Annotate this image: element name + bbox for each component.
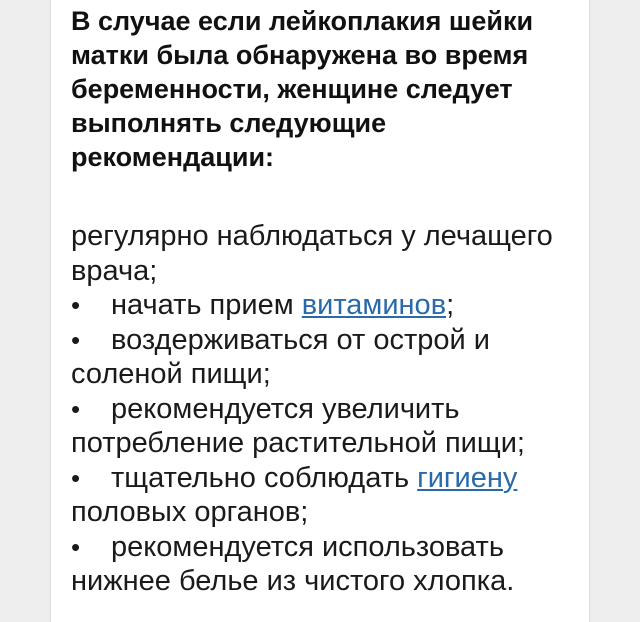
hygiene-link[interactable]: гигиену <box>417 461 518 494</box>
list-item-text: начать прием <box>111 289 302 321</box>
section-heading: В случае если лейкоплакия шейки матки была обнаружена во время беременности, женщине следует выполнять следующие рекомендации: <box>71 6 534 172</box>
list-item-text: рекомендуется использовать нижнее белье из чистого хлопка. <box>71 530 515 597</box>
list-item-text: воздерживаться от острой и соленой пищи; <box>71 323 490 390</box>
list-item-text: рекомендуется увеличить потребление растительной пищи; <box>71 392 525 459</box>
list-item-text: половых органов; <box>71 496 309 528</box>
list-item <box>71 461 571 530</box>
recommendations-text <box>71 219 571 599</box>
list-item-text: тщательно соблюдать <box>111 461 418 494</box>
article-card <box>50 0 590 622</box>
bullet-icon: • <box>71 462 81 493</box>
list-item <box>71 323 571 392</box>
bullet-icon: • <box>71 290 81 320</box>
vitamins-link[interactable]: витаминов <box>301 289 447 321</box>
list-item <box>71 288 571 323</box>
bullet-icon: • <box>71 393 81 424</box>
list-item-text: ; <box>446 289 455 321</box>
list-item <box>71 392 571 461</box>
list-item <box>71 530 571 599</box>
bullet-icon: • <box>71 324 81 355</box>
bullet-icon: • <box>71 531 81 562</box>
intro-line: регулярно наблюдаться у лечащего врача; <box>71 220 553 287</box>
